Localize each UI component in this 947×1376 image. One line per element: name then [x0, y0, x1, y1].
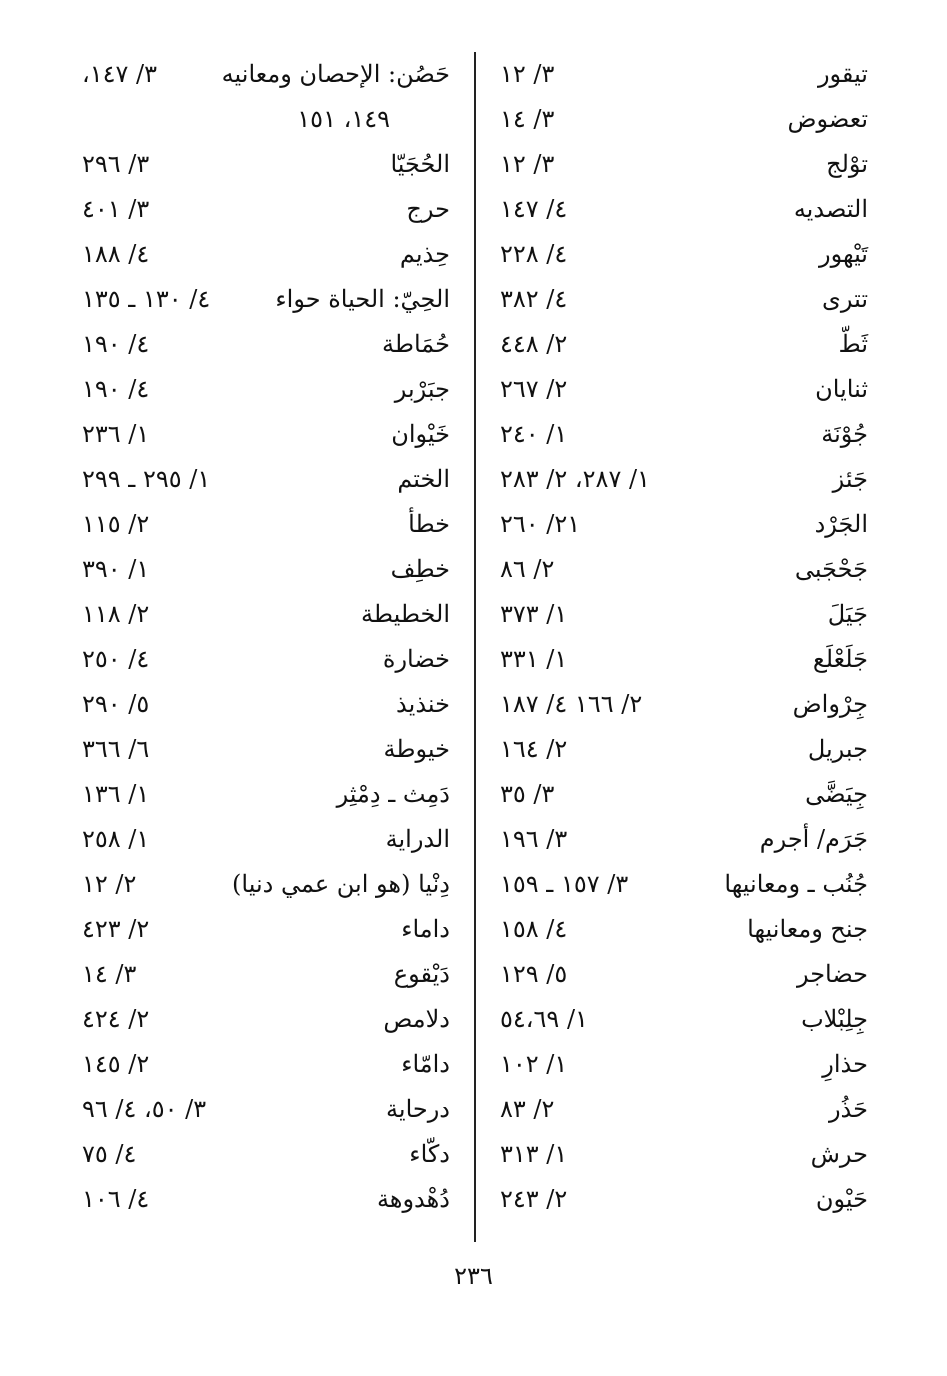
index-reference: ١/ ٢٥٨ — [82, 825, 150, 853]
index-reference: ٤/ ١٤٧ — [500, 195, 568, 223]
index-entry — [70, 547, 472, 592]
index-reference: ٤/ ٣٨٢ — [500, 285, 568, 313]
index-term: التصديه — [793, 195, 868, 223]
left-index-column — [70, 52, 472, 1242]
index-entry — [70, 97, 472, 142]
index-reference: ٢/ ٤٤٨ — [500, 330, 568, 358]
index-entry — [70, 367, 472, 412]
index-term: حِذيم — [399, 240, 450, 268]
index-entry — [70, 637, 472, 682]
index-term: جُوْنَة — [821, 420, 868, 448]
index-term: دَيْقوع — [393, 960, 450, 988]
index-entry — [478, 322, 880, 367]
index-reference: ١/ ٢٤٠ — [500, 420, 568, 448]
index-entry — [478, 277, 880, 322]
index-reference: ٤/ ١٨٨ — [82, 240, 150, 268]
index-term: الحُجَيّا — [390, 150, 450, 178]
index-term: دلامص — [383, 1005, 450, 1033]
index-entry — [478, 997, 880, 1042]
index-term: حَذُر — [828, 1095, 868, 1123]
index-term: داماء — [401, 915, 450, 943]
index-reference: ٤/ ١٩٠ — [82, 330, 150, 358]
index-term: تترى — [822, 285, 868, 313]
index-reference: ٥/ ١٢٩ — [500, 960, 568, 988]
index-entry — [478, 52, 880, 97]
index-entry — [70, 592, 472, 637]
index-reference: ١/ ٢٨٧، ٢/ ٢٨٣ — [500, 465, 650, 493]
index-entry — [70, 682, 472, 727]
index-entry — [70, 907, 472, 952]
index-term: دامّاء — [401, 1050, 450, 1078]
index-term: جِرْواض — [792, 690, 868, 718]
index-reference: ٤/ ١٣٠ ـ ١٣٥ — [82, 285, 211, 313]
index-term: الجَرْد — [814, 510, 868, 538]
index-reference: ٢/ ٢٦٧ — [500, 375, 568, 403]
index-entry — [70, 142, 472, 187]
index-entry — [70, 997, 472, 1042]
index-term: خَيْوان — [391, 420, 450, 448]
index-entry — [70, 727, 472, 772]
index-term: دكّاء — [409, 1140, 450, 1168]
index-term: جَرَم/ أجرم — [759, 825, 868, 853]
index-entry — [70, 502, 472, 547]
index-term: ثَطّ — [838, 330, 868, 358]
index-term: جَحْجَبى — [794, 555, 868, 583]
index-reference: ١/ ٢٣٦ — [82, 420, 150, 448]
page-number: ٢٣٦ — [454, 1262, 493, 1290]
index-term: جِيَضَّى — [805, 780, 868, 808]
index-reference: ٢/ ١١٨ — [82, 600, 150, 628]
index-term: حذارِ — [822, 1050, 868, 1078]
index-reference: ٤/ ١٥٨ — [500, 915, 568, 943]
index-term: حَيْون — [815, 1185, 868, 1213]
index-term: حضاجر — [796, 960, 868, 988]
index-reference: ٤/ ١٩٠ — [82, 375, 150, 403]
index-term: تيقور — [817, 60, 868, 88]
index-reference: ١/ ٣٣١ — [500, 645, 568, 673]
index-entry — [478, 1132, 880, 1177]
index-entry — [478, 1042, 880, 1087]
index-term: حَصُن: الإحصان ومعانيه — [221, 60, 450, 88]
index-term: جَئز — [832, 465, 868, 493]
index-reference: ٢/ ٤٢٤ — [82, 1005, 150, 1033]
index-entry — [70, 457, 472, 502]
index-term: خيوطة — [383, 735, 450, 763]
index-entry — [478, 1177, 880, 1222]
index-term: الختم — [397, 465, 450, 493]
index-reference: ٤/ ٢٥٠ — [82, 645, 150, 673]
index-entry — [478, 772, 880, 817]
index-entry — [478, 232, 880, 277]
index-entry — [478, 592, 880, 637]
index-term: جِلِبْلاب — [801, 1005, 868, 1033]
index-entry — [70, 772, 472, 817]
index-columns — [70, 52, 880, 1242]
index-term: دَمِث ـ دِمْثِر — [336, 780, 450, 808]
column-divider — [474, 52, 476, 1242]
index-entry — [478, 457, 880, 502]
index-term: الخطيطة — [361, 600, 450, 628]
index-term: خنذيذ — [396, 690, 450, 718]
index-term: درحاية — [386, 1095, 450, 1123]
index-entry — [70, 322, 472, 367]
index-reference: ٢/ ١٢ — [82, 870, 137, 898]
index-term: خطأ — [408, 510, 450, 538]
index-reference: ٢/ ١٦٦ ٤/ ١٨٧ — [500, 690, 643, 718]
index-term: حرش — [810, 1140, 868, 1168]
index-reference: ٣/ ١٢ — [500, 60, 555, 88]
index-reference: ١/ ١٣٦ — [82, 780, 150, 808]
index-term: تَيْهور — [819, 240, 868, 268]
index-entry — [70, 862, 472, 907]
index-term: جبَرْبر — [394, 375, 450, 403]
index-reference: ٤/ ٧٥ — [82, 1140, 137, 1168]
index-reference: ٤/ ١٠٦ — [82, 1185, 150, 1213]
index-reference: ٣/ ١٩٦ — [500, 825, 568, 853]
index-reference: ١٤٩، ١٥١ — [297, 105, 390, 133]
index-reference: ٣/ ٣٥ — [500, 780, 555, 808]
index-term: جَلَعْلَع — [812, 645, 868, 673]
index-term: دُهْدوهة — [376, 1185, 450, 1213]
index-term: جَيَلَ — [827, 600, 868, 628]
index-term: جُنُب ـ ومعانيها — [724, 870, 868, 898]
index-entry — [478, 97, 880, 142]
index-reference: ١/ ٥٤،٦٩ — [500, 1005, 588, 1033]
index-entry — [478, 367, 880, 412]
index-entry — [70, 817, 472, 862]
index-entry — [478, 817, 880, 862]
index-reference: ١/ ٣٧٣ — [500, 600, 568, 628]
index-reference: ١/ ١٠٢ — [500, 1050, 568, 1078]
index-reference: ٣/ ١٢ — [500, 150, 555, 178]
index-entry — [478, 187, 880, 232]
index-reference: ٦/ ٣٦٦ — [82, 735, 150, 763]
index-reference: ٣/ ٥٠، ٤/ ٩٦ — [82, 1095, 207, 1123]
index-term: الدراية — [385, 825, 450, 853]
index-entry — [478, 862, 880, 907]
index-entry — [70, 277, 472, 322]
index-reference: ٣/ ١٥٧ ـ ١٥٩ — [500, 870, 629, 898]
index-entry — [70, 187, 472, 232]
index-term: ثنايان — [815, 375, 868, 403]
index-reference: ٣/ ٢٩٦ — [82, 150, 150, 178]
index-entry — [70, 412, 472, 457]
index-reference: ٢١/ ٢٦٠ — [500, 510, 581, 538]
index-entry — [478, 142, 880, 187]
index-term: الحِيّ: الحياة حواء — [275, 285, 450, 313]
index-term: جبريل — [807, 735, 868, 763]
index-entry — [70, 952, 472, 997]
index-reference: ٢/ ١١٥ — [82, 510, 150, 538]
index-reference: ٣/ ٤٠١ — [82, 195, 150, 223]
index-entry — [70, 1132, 472, 1177]
index-entry — [478, 682, 880, 727]
index-reference: ٥/ ٢٩٠ — [82, 690, 150, 718]
index-reference: ١/ ٣١٣ — [500, 1140, 568, 1168]
index-entry — [70, 1087, 472, 1132]
index-entry — [478, 727, 880, 772]
index-entry — [70, 1042, 472, 1087]
index-term: جنح ومعانيها — [747, 915, 868, 943]
index-term: حُمَاطة — [382, 330, 450, 358]
index-reference: ٢/ ١٦٤ — [500, 735, 568, 763]
index-entry — [478, 637, 880, 682]
index-reference: ٤/ ٢٢٨ — [500, 240, 568, 268]
index-reference: ١/ ٣٩٠ — [82, 555, 150, 583]
index-entry — [478, 907, 880, 952]
index-entry — [478, 1087, 880, 1132]
index-reference: ١/ ٢٩٥ ـ ٢٩٩ — [82, 465, 211, 493]
index-entry — [478, 952, 880, 997]
index-term: خضارة — [382, 645, 450, 673]
index-entry — [70, 232, 472, 277]
index-term: توْلج — [826, 150, 868, 178]
index-reference: ٢/ ٢٤٣ — [500, 1185, 568, 1213]
index-reference: ٣/ ١٤٧، — [82, 60, 158, 88]
index-reference: ٢/ ٨٦ — [500, 555, 555, 583]
index-term: تعضوض — [787, 105, 868, 133]
index-entry — [70, 52, 472, 97]
index-entry — [70, 1177, 472, 1222]
index-term: حرج — [406, 195, 450, 223]
index-term: خطِف — [390, 555, 450, 583]
index-reference: ٢/ ١٤٥ — [82, 1050, 150, 1078]
index-term: دِنْيا (هو ابن عمي دنيا) — [232, 870, 450, 898]
index-reference: ٢/ ٤٢٣ — [82, 915, 150, 943]
index-entry — [478, 412, 880, 457]
index-reference: ٣/ ١٤ — [82, 960, 137, 988]
index-reference: ٢/ ٨٣ — [500, 1095, 555, 1123]
index-entry — [478, 547, 880, 592]
index-entry — [478, 502, 880, 547]
index-reference: ٣/ ١٤ — [500, 105, 555, 133]
right-index-column — [478, 52, 880, 1242]
